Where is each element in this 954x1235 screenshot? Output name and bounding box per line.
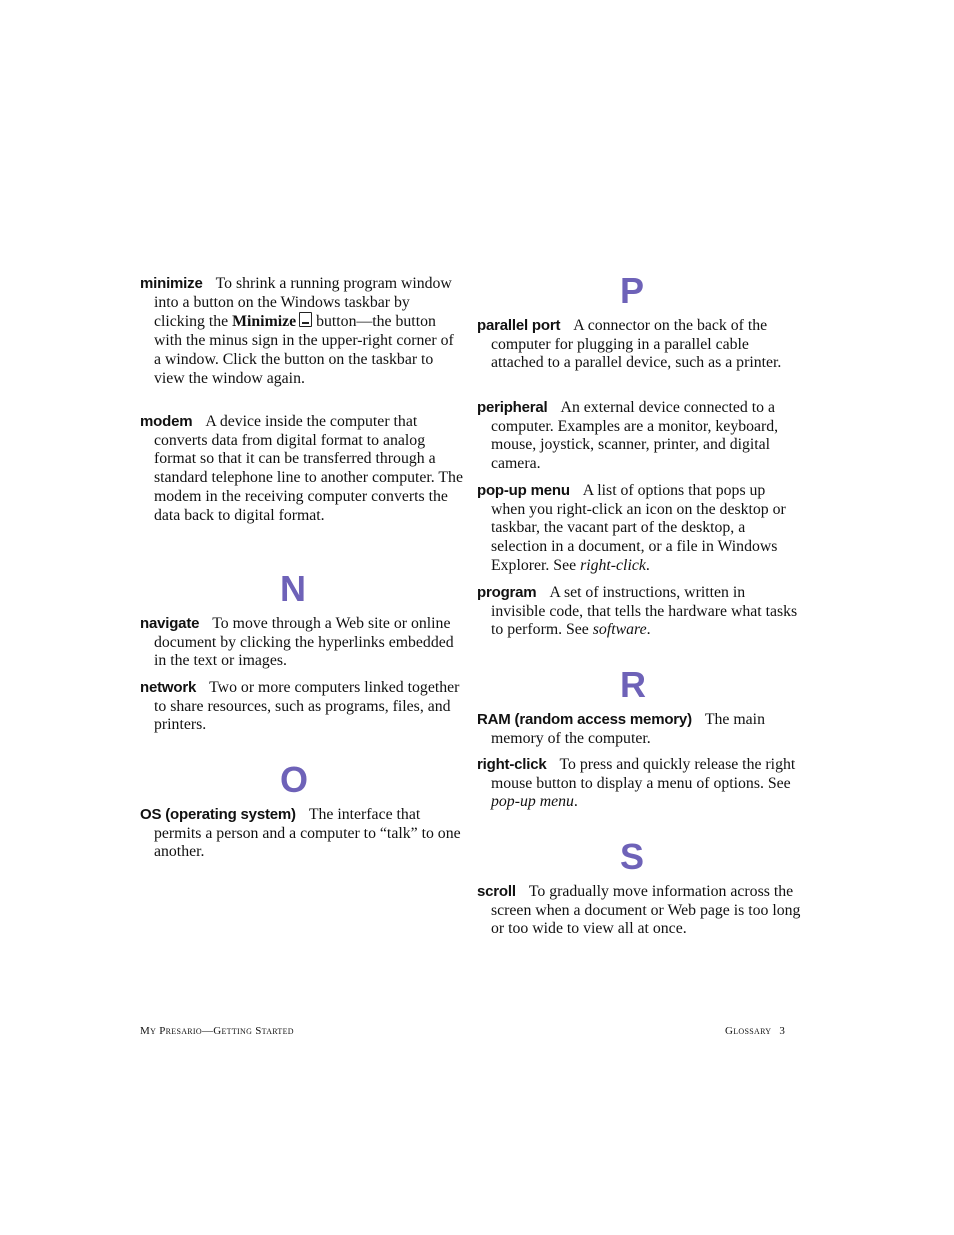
glossary-entry-ram (477, 711, 801, 748)
glossary-entry-navigate (140, 615, 464, 671)
def-minimize-b: button—the button with the minus sign in the upper-right corner of a window. Click the button on the taskbar to view the window again. (154, 313, 454, 387)
page-number: 3 (779, 1025, 786, 1037)
term-modem: modem (140, 413, 193, 430)
def-scroll: To gradually move information across the screen when a document or Web page is too long or too wide to view all at once. (491, 883, 801, 938)
glossary-entry-parallel-port (477, 317, 801, 373)
footer-book-title: My Presario—Getting Started (140, 1025, 294, 1037)
section-letter-o: O (280, 759, 309, 800)
footer-section (725, 1025, 785, 1037)
glossary-entry-peripheral (477, 399, 801, 474)
def-program-end: . (646, 621, 651, 639)
see-software: software (592, 621, 647, 639)
def-modem: A device inside the computer that converts data from digital format to analog format so that it can be transferred through a standard telephone line to another computer. The modem in the receiving computer converts the data back to digital format. (154, 413, 463, 524)
glossary-entry-popup-menu (477, 482, 801, 576)
term-ram: RAM (random access memory) (477, 711, 692, 728)
term-network: network (140, 679, 197, 696)
def-minimize-a: To shrink a running program window into a button on the Windows taskbar by clicking the (154, 275, 452, 331)
def-right-click-end: . (573, 793, 578, 811)
def-popup-menu-end: . (645, 556, 650, 574)
def-parallel-port: A connector on the back of the computer for plugging in a parallel cable attached to a parallel device, such as a printer. (491, 317, 782, 372)
term-peripheral: peripheral (477, 399, 548, 416)
glossary-entry-program (477, 584, 801, 640)
term-scroll: scroll (477, 883, 516, 900)
glossary-entry-os (140, 806, 464, 862)
see-right-click: right-click (580, 556, 646, 574)
term-os: OS (operating system) (140, 806, 296, 823)
see-popup-menu: pop-up menu (491, 793, 574, 811)
section-letter-r: R (620, 664, 646, 705)
term-right-click: right-click (477, 756, 547, 773)
def-ram: The main memory of the computer. (491, 711, 765, 747)
section-letter-p: P (620, 270, 645, 311)
def-network: Two or more computers linked together to share resources, such as programs, files, and printers. (154, 679, 460, 734)
def-minimize-bold: Minimize (232, 313, 297, 331)
section-letter-n: N (280, 568, 306, 609)
glossary-entry-network (140, 679, 464, 735)
def-os: The interface that permits a person and a computer to “talk” to one another. (154, 806, 461, 861)
term-popup-menu: pop-up menu (477, 482, 570, 499)
section-letter-s: S (620, 836, 645, 877)
term-navigate: navigate (140, 615, 200, 632)
term-program: program (477, 584, 537, 601)
def-right-click: To press and quickly release the right mouse button to display a menu of options. See (491, 756, 796, 792)
term-minimize: minimize (140, 275, 203, 292)
glossary-entry-modem (140, 413, 464, 525)
def-navigate: To move through a Web site or online document by clicking the hyperlinks embedded in the text or images. (154, 615, 454, 670)
minimize-icon (299, 312, 312, 327)
glossary-entry-right-click (477, 756, 801, 812)
glossary-entry-scroll (477, 883, 801, 939)
footer-section-name: Glossary (725, 1025, 772, 1037)
term-parallel-port: parallel port (477, 317, 561, 334)
glossary-entry-minimize (140, 275, 464, 388)
def-program: A set of instructions, written in invisible code, that tells the hardware what tasks to perform. See (491, 584, 798, 639)
def-popup-menu: A list of options that pops up when you right-click an icon on the desktop or taskbar, the vacant part of the desktop, a selection in a document, or a file in Windows Explorer. See (491, 482, 786, 574)
def-peripheral: An external device connected to a computer. Examples are a monitor, keyboard, mouse, joystick, scanner, printer, and digital camera. (491, 399, 779, 473)
